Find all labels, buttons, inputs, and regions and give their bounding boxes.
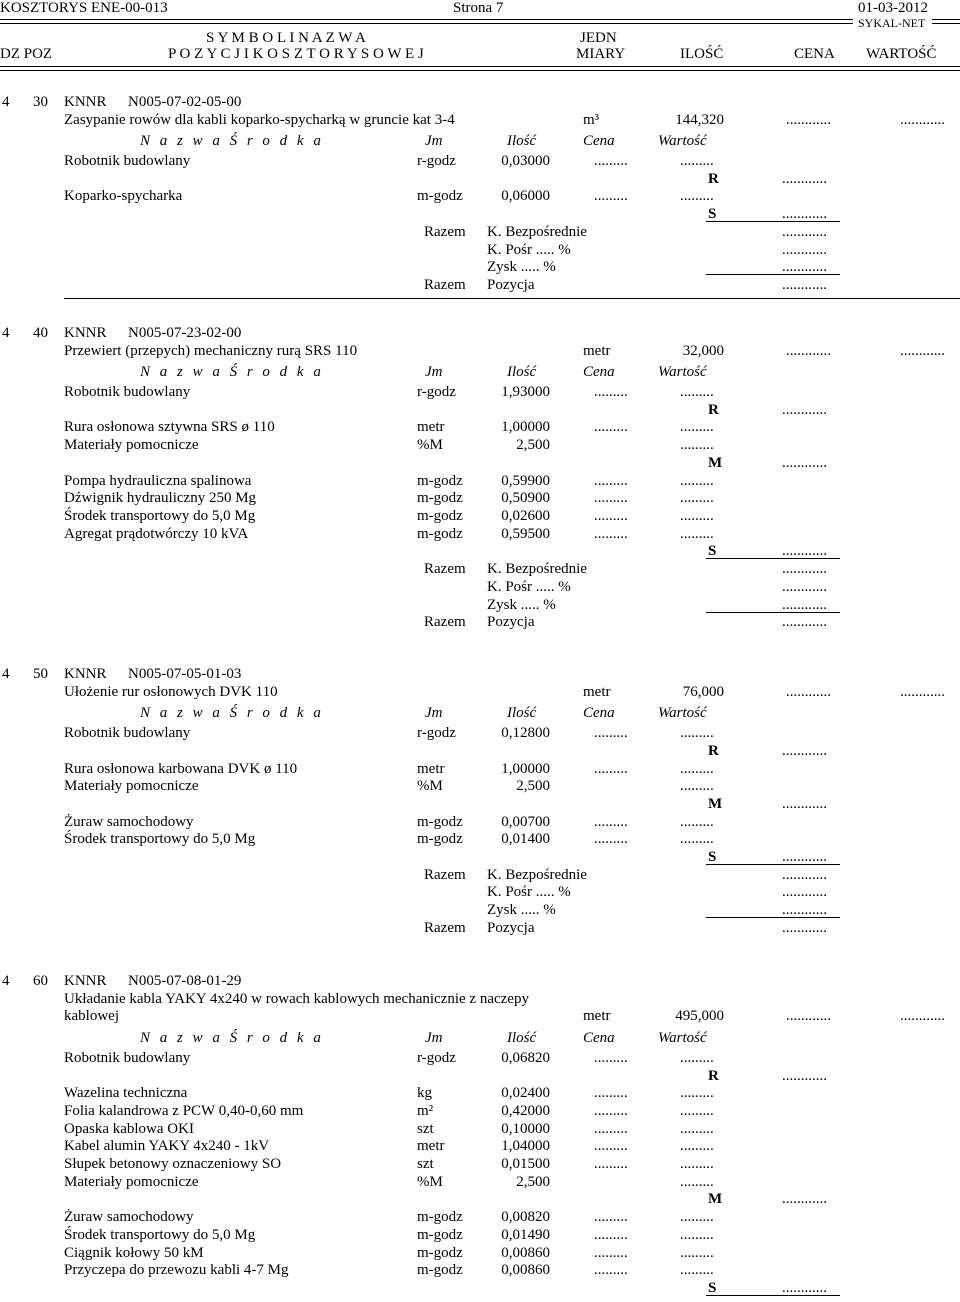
position-basis: KNNR	[64, 666, 107, 682]
resource-unit: m-godz	[417, 1227, 463, 1243]
resources-header-name: N a z w a Ś r o d k a	[140, 705, 324, 721]
position-code: N005-07-05-01-03	[128, 666, 242, 682]
resource-norm: 0,50900	[501, 490, 550, 506]
subtotal-underline	[706, 864, 840, 865]
position-price: ............	[786, 684, 831, 700]
col-header-jedn: JEDN	[580, 30, 617, 46]
pozycja-label: Pozycja	[487, 614, 535, 630]
resource-norm: 0,10000	[501, 1121, 550, 1137]
position-dz: 4	[2, 666, 10, 682]
k-bezposrednie-label: K. Bezpośrednie	[487, 867, 587, 883]
resource-norm: 1,00000	[501, 419, 550, 435]
position-quantity: 32,000	[682, 343, 724, 359]
resource-norm: 0,00820	[501, 1209, 550, 1225]
resource-unit: szt	[417, 1121, 434, 1137]
resource-name: Środek transportowy do 5,0 Mg	[64, 831, 256, 847]
resource-unit: metr	[417, 761, 445, 777]
col-header-ilosc: ILOŚĆ	[680, 46, 724, 62]
resource-name: Rura osłonowa sztywna SRS ø 110	[64, 419, 275, 435]
resource-value: .........	[680, 814, 714, 830]
resources-header-cena: Cena	[583, 133, 615, 149]
resource-name: Środek transportowy do 5,0 Mg	[64, 508, 256, 524]
k-posr-value: ............	[782, 579, 827, 595]
resource-price: .........	[594, 725, 628, 741]
resource-value: .........	[680, 725, 714, 741]
resource-norm: 2,500	[516, 778, 550, 794]
resource-unit: m-godz	[417, 1245, 463, 1261]
resource-price: .........	[594, 814, 628, 830]
resources-header-wartosc: Wartość	[658, 364, 707, 380]
resources-header-jm: Jm	[425, 133, 443, 149]
subtotal-r-label: R	[708, 743, 719, 759]
position-price: ............	[786, 1008, 831, 1024]
subtotal-value: ............	[782, 796, 827, 812]
resource-unit: m-godz	[417, 508, 463, 524]
k-bezposrednie-value: ............	[782, 561, 827, 577]
position-basis: KNNR	[64, 94, 107, 110]
resource-name: Materiały pomocnicze	[64, 778, 199, 794]
zysk-label: Zysk ..... %	[487, 597, 556, 613]
resource-value: .........	[680, 761, 714, 777]
position-dz: 4	[2, 325, 10, 341]
resources-header-cena: Cena	[583, 705, 615, 721]
resource-unit: m-godz	[417, 1262, 463, 1278]
resources-header-jm: Jm	[425, 705, 443, 721]
razem-label: Razem	[424, 224, 466, 240]
resource-price: .........	[594, 1227, 628, 1243]
position-number: 60	[33, 973, 48, 989]
k-posr-label: K. Pośr ..... %	[487, 579, 571, 595]
resource-name: Przyczepa do przewozu kabli 4-7 Mg	[64, 1262, 289, 1278]
subtotal-value: ............	[782, 206, 827, 222]
resource-norm: 0,01400	[501, 831, 550, 847]
resource-unit: m-godz	[417, 831, 463, 847]
resource-value: .........	[680, 831, 714, 847]
resource-unit: %M	[417, 778, 443, 794]
resource-norm: 0,02400	[501, 1085, 550, 1101]
resource-norm: 0,06000	[501, 188, 550, 204]
position-code: N005-07-23-02-00	[128, 325, 242, 341]
resource-name: Rura osłonowa karbowana DVK ø 110	[64, 761, 298, 777]
resource-norm: 0,01490	[501, 1227, 550, 1243]
position-number: 40	[33, 325, 48, 341]
resource-value: .........	[680, 778, 714, 794]
subtotal-r-label: R	[708, 402, 719, 418]
resources-header-name: N a z w a Ś r o d k a	[140, 133, 324, 149]
resource-name: Robotnik budowlany	[64, 384, 191, 400]
resource-name: Wazelina techniczna	[64, 1085, 188, 1101]
software-label: SYKAL-NET	[858, 16, 926, 30]
resource-norm: 0,59900	[501, 473, 550, 489]
subtotal-value: ............	[782, 743, 827, 759]
resource-price: .........	[594, 1050, 628, 1066]
zysk-value: ............	[782, 597, 827, 613]
subtotal-s-label: S	[708, 1280, 717, 1296]
resource-name: Pompa hydrauliczna spalinowa	[64, 473, 252, 489]
resource-value: .........	[680, 1227, 714, 1243]
resource-name: Żuraw samochodowy	[64, 814, 194, 830]
position-description: Układanie kabla YAKY 4x240 w rowach kablowych mechanicznie z naczepy	[64, 991, 529, 1007]
resources-header-ilosc: Ilość	[507, 133, 537, 149]
k-posr-value: ............	[782, 242, 827, 258]
position-value: ............	[900, 1008, 945, 1024]
subtotal-r-label: R	[708, 1068, 719, 1084]
resource-name: Koparko-spycharka	[64, 188, 183, 204]
resources-header-wartosc: Wartość	[658, 133, 707, 149]
resource-name: Agregat prądotwórczy 10 kVA	[64, 526, 249, 542]
resources-header-name: N a z w a Ś r o d k a	[140, 1030, 324, 1046]
position-separator	[64, 298, 960, 299]
resource-unit: metr	[417, 419, 445, 435]
k-posr-value: ............	[782, 884, 827, 900]
resources-header-jm: Jm	[425, 364, 443, 380]
resource-name: Dźwignik hydrauliczny 250 Mg	[64, 490, 257, 506]
resource-norm: 0,02600	[501, 508, 550, 524]
k-bezposrednie-label: K. Bezpośrednie	[487, 224, 587, 240]
resource-norm: 0,12800	[501, 725, 550, 741]
subtotal-value: ............	[782, 171, 827, 187]
resource-name: Ciągnik kołowy 50 kM	[64, 1245, 204, 1261]
page-number: Strona 7	[453, 0, 504, 16]
subtotal-value: ............	[782, 1191, 827, 1207]
resource-unit: m-godz	[417, 473, 463, 489]
resource-unit: szt	[417, 1156, 434, 1172]
subtotal-value: ............	[782, 402, 827, 418]
resources-header-cena: Cena	[583, 1030, 615, 1046]
k-bezposrednie-value: ............	[782, 224, 827, 240]
resource-value: .........	[680, 419, 714, 435]
resources-header-name: N a z w a Ś r o d k a	[140, 364, 324, 380]
zysk-underline	[706, 274, 840, 275]
razem-pozycja-label: Razem	[424, 277, 466, 293]
resource-norm: 0,06820	[501, 1050, 550, 1066]
resource-value: .........	[680, 526, 714, 542]
position-code: N005-07-08-01-29	[128, 973, 242, 989]
resource-value: .........	[680, 1103, 714, 1119]
resource-unit: m-godz	[417, 814, 463, 830]
k-posr-label: K. Pośr ..... %	[487, 884, 571, 900]
resources-header-cena: Cena	[583, 364, 615, 380]
document-date: 01-03-2012	[858, 0, 928, 16]
position-unit: m³	[583, 112, 600, 128]
resource-price: .........	[594, 1156, 628, 1172]
razem-label: Razem	[424, 561, 466, 577]
resource-value: .........	[680, 1085, 714, 1101]
pozycja-label: Pozycja	[487, 920, 535, 936]
position-number: 50	[33, 666, 48, 682]
resource-price: .........	[594, 761, 628, 777]
position-unit: metr	[583, 343, 611, 359]
position-code: N005-07-02-05-00	[128, 94, 242, 110]
position-number: 30	[33, 94, 48, 110]
resource-unit: r-godz	[417, 725, 456, 741]
resource-name: Środek transportowy do 5,0 Mg	[64, 1227, 256, 1243]
resource-value: .........	[680, 1262, 714, 1278]
subtotal-underline	[706, 221, 840, 222]
zysk-value: ............	[782, 259, 827, 275]
resource-price: .........	[594, 473, 628, 489]
subtotal-value: ............	[782, 543, 827, 559]
subtotal-underline	[706, 1295, 840, 1296]
resource-unit: m²	[417, 1103, 434, 1119]
position-basis: KNNR	[64, 973, 107, 989]
resource-unit: m-godz	[417, 1209, 463, 1225]
col-header-symbol-bottom: P O Z Y C J I K O S Z T O R Y S O W E J	[168, 46, 424, 62]
position-price: ............	[786, 343, 831, 359]
resource-price: .........	[594, 1103, 628, 1119]
resources-header-ilosc: Ilość	[507, 1030, 537, 1046]
resource-name: Materiały pomocnicze	[64, 1174, 199, 1190]
resource-name: Kabel alumin YAKY 4x240 - 1kV	[64, 1138, 270, 1154]
resource-price: .........	[594, 526, 628, 542]
col-header-dz-poz: DZ POZ	[0, 46, 53, 62]
resources-header-wartosc: Wartość	[658, 1030, 707, 1046]
resource-unit: r-godz	[417, 384, 456, 400]
resource-value: .........	[680, 188, 714, 204]
position-quantity: 76,000	[682, 684, 724, 700]
resource-unit: %M	[417, 437, 443, 453]
k-posr-label: K. Pośr ..... %	[487, 242, 571, 258]
header-rule-left	[0, 19, 853, 24]
resource-value: .........	[680, 384, 714, 400]
razem-pozycja-label: Razem	[424, 920, 466, 936]
resource-price: .........	[594, 419, 628, 435]
resource-norm: 0,42000	[501, 1103, 550, 1119]
resource-price: .........	[594, 153, 628, 169]
subtotal-s-label: S	[708, 849, 717, 865]
resource-value: .........	[680, 490, 714, 506]
resource-price: .........	[594, 508, 628, 524]
subtotal-value: ............	[782, 1280, 827, 1296]
subtotal-m-label: M	[708, 1191, 723, 1207]
position-unit: metr	[583, 1008, 611, 1024]
resource-name: Folia kalandrowa z PCW 0,40-0,60 mm	[64, 1103, 304, 1119]
resource-norm: 2,500	[516, 437, 550, 453]
resource-value: .........	[680, 437, 714, 453]
position-description: Przewiert (przepych) mechaniczny rurą SRS 110	[64, 343, 358, 359]
resource-value: .........	[680, 1245, 714, 1261]
zysk-label: Zysk ..... %	[487, 259, 556, 275]
resources-header-jm: Jm	[425, 1030, 443, 1046]
resource-name: Słupek betonowy oznaczeniowy SO	[64, 1156, 282, 1172]
resource-unit: %M	[417, 1174, 443, 1190]
zysk-underline	[706, 612, 840, 613]
document-title: KOSZTORYS ENE-00-013	[0, 0, 168, 16]
position-value: ............	[900, 112, 945, 128]
position-unit: metr	[583, 684, 611, 700]
resource-norm: 0,03000	[501, 153, 550, 169]
subtotal-m-label: M	[708, 796, 723, 812]
resources-header-ilosc: Ilość	[507, 364, 537, 380]
resource-unit: r-godz	[417, 1050, 456, 1066]
resource-norm: 2,500	[516, 1174, 550, 1190]
resource-norm: 0,59500	[501, 526, 550, 542]
resource-price: .........	[594, 831, 628, 847]
resource-unit: m-godz	[417, 188, 463, 204]
k-bezposrednie-value: ............	[782, 867, 827, 883]
position-value: ............	[900, 684, 945, 700]
resources-header-ilosc: Ilość	[507, 705, 537, 721]
subtotal-s-label: S	[708, 543, 717, 559]
col-header-symbol-top: S Y M B O L I N A Z W A	[206, 30, 366, 46]
zysk-underline	[706, 917, 840, 918]
razem-label: Razem	[424, 867, 466, 883]
pozycja-value: ............	[782, 614, 827, 630]
subtotal-value: ............	[782, 1068, 827, 1084]
zysk-value: ............	[782, 902, 827, 918]
resource-name: Materiały pomocnicze	[64, 437, 199, 453]
subtotal-value: ............	[782, 849, 827, 865]
subtotal-r-label: R	[708, 171, 719, 187]
col-header-miary: MIARY	[576, 46, 626, 62]
resource-norm: 0,00700	[501, 814, 550, 830]
position-price: ............	[786, 112, 831, 128]
resource-price: .........	[594, 1245, 628, 1261]
zysk-label: Zysk ..... %	[487, 902, 556, 918]
resource-unit: m-godz	[417, 490, 463, 506]
subtotal-m-label: M	[708, 455, 723, 471]
resource-price: .........	[594, 384, 628, 400]
resource-name: Żuraw samochodowy	[64, 1209, 194, 1225]
position-quantity: 495,000	[675, 1008, 724, 1024]
position-description: Zasypanie rowów dla kabli koparko-spycharką w gruncie kat 3-4	[64, 112, 455, 128]
resource-value: .........	[680, 1121, 714, 1137]
resource-value: .........	[680, 473, 714, 489]
resource-price: .........	[594, 1121, 628, 1137]
header-bottom-rule	[0, 66, 960, 71]
resource-name: Robotnik budowlany	[64, 153, 191, 169]
position-value: ............	[900, 343, 945, 359]
resource-price: .........	[594, 1138, 628, 1154]
resource-norm: 1,00000	[501, 761, 550, 777]
resource-norm: 0,00860	[501, 1262, 550, 1278]
resource-name: Robotnik budowlany	[64, 1050, 191, 1066]
subtotal-value: ............	[782, 455, 827, 471]
position-dz: 4	[2, 973, 10, 989]
resource-value: .........	[680, 1209, 714, 1225]
resource-price: .........	[594, 490, 628, 506]
razem-pozycja-label: Razem	[424, 614, 466, 630]
position-dz: 4	[2, 94, 10, 110]
resource-price: .........	[594, 188, 628, 204]
col-header-wartosc: WARTOŚĆ	[866, 46, 937, 62]
resource-unit: metr	[417, 1138, 445, 1154]
position-basis: KNNR	[64, 325, 107, 341]
k-bezposrednie-label: K. Bezpośrednie	[487, 561, 587, 577]
resource-name: Robotnik budowlany	[64, 725, 191, 741]
position-quantity: 144,320	[675, 112, 724, 128]
pozycja-value: ............	[782, 277, 827, 293]
resource-norm: 1,93000	[501, 384, 550, 400]
resource-unit: kg	[417, 1085, 432, 1101]
resource-norm: 0,01500	[501, 1156, 550, 1172]
resource-name: Opaska kablowa OKI	[64, 1121, 194, 1137]
position-description: kablowej	[64, 1008, 119, 1024]
resource-value: .........	[680, 508, 714, 524]
subtotal-s-label: S	[708, 206, 717, 222]
resources-header-wartosc: Wartość	[658, 705, 707, 721]
resource-unit: m-godz	[417, 526, 463, 542]
col-header-cena: CENA	[794, 46, 835, 62]
header-rule-right	[932, 19, 960, 24]
resource-value: .........	[680, 153, 714, 169]
resource-norm: 1,04000	[501, 1138, 550, 1154]
resource-price: .........	[594, 1209, 628, 1225]
resource-value: .........	[680, 1050, 714, 1066]
resource-price: .........	[594, 1085, 628, 1101]
position-description: Ułożenie rur osłonowych DVK 110	[64, 684, 278, 700]
subtotal-underline	[706, 558, 840, 559]
resource-price: .........	[594, 1262, 628, 1278]
resource-norm: 0,00860	[501, 1245, 550, 1261]
resource-value: .........	[680, 1156, 714, 1172]
pozycja-value: ............	[782, 920, 827, 936]
resource-value: .........	[680, 1174, 714, 1190]
resource-value: .........	[680, 1138, 714, 1154]
resource-unit: r-godz	[417, 153, 456, 169]
pozycja-label: Pozycja	[487, 277, 535, 293]
